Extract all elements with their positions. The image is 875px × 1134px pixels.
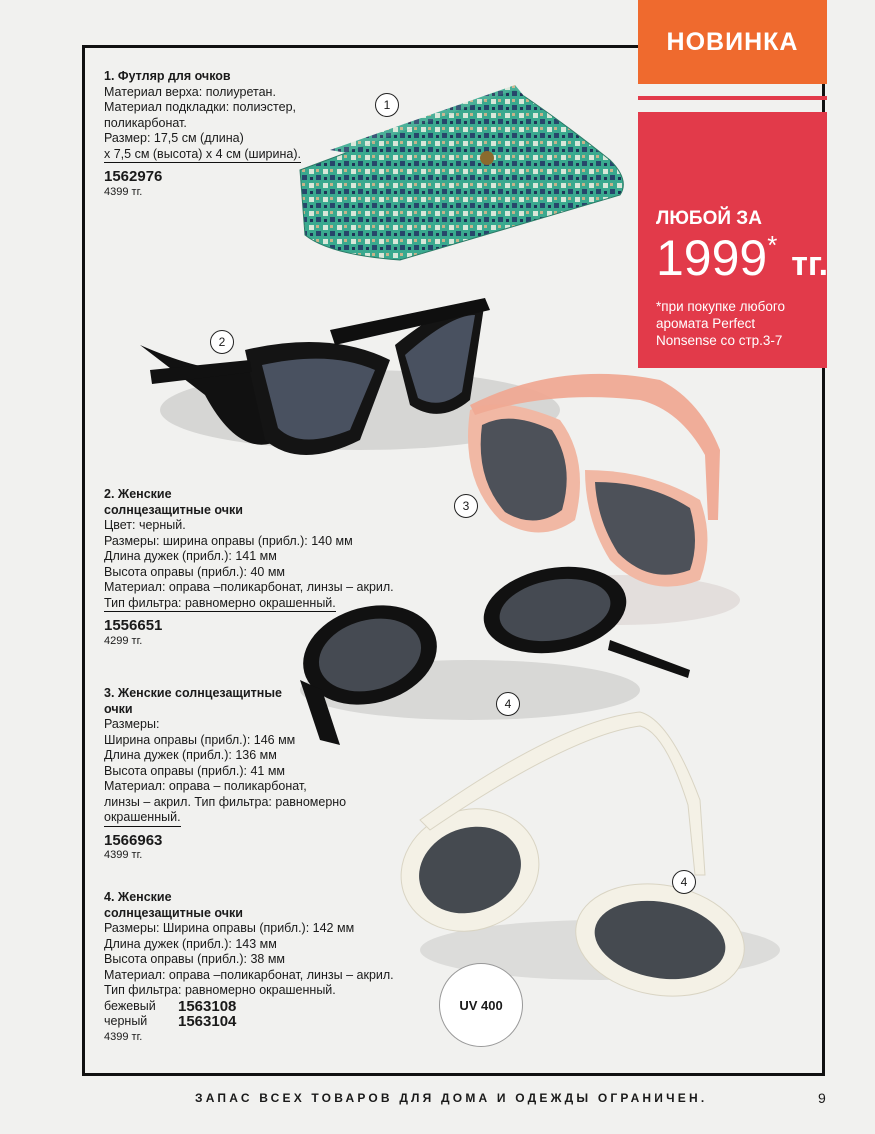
product-3-description: [104, 686, 346, 864]
product-1-description: [104, 69, 301, 200]
product-code: 1566963: [104, 831, 163, 849]
page-number: 9: [818, 1090, 826, 1106]
product-spec-line: Тип фильтра: равномерно окрашенный.: [104, 983, 336, 997]
product-title: 1. Футляр для очков: [104, 69, 231, 83]
product-variant-row: [104, 1014, 394, 1030]
variant-name: бежевый: [104, 998, 156, 1013]
product-spec-line: линзы – акрил. Тип фильтра: равномерно: [104, 794, 347, 809]
product-spec-line: окрашенный.: [104, 810, 181, 827]
white-oval-sunglasses-image: [384, 712, 780, 1009]
product-spec-line: Размеры: Ширина оправы (прибл.): 142 мм: [104, 921, 355, 935]
new-badge-label: НОВИНКА: [666, 27, 799, 56]
product-title: 3. Женские солнцезащитные: [104, 686, 282, 700]
glasses-case-image: [300, 85, 623, 260]
marker-1: 1: [375, 93, 399, 117]
marker-2: 2: [210, 330, 234, 354]
marker-4: 4: [496, 692, 520, 716]
product-spec-line: Материал подкладки: полиэстер,: [104, 100, 297, 114]
product-spec-line: Цвет: черный.: [104, 518, 186, 532]
footer-notice: ЗАПАС ВСЕХ ТОВАРОВ ДЛЯ ДОМА И ОДЕЖДЫ ОГРАНИЧЕН.: [195, 1091, 708, 1105]
variant-code: 1563104: [178, 1013, 237, 1030]
product-variant-row: [104, 999, 394, 1015]
variant-code: 1563108: [178, 997, 237, 1015]
uv400-label: UV 400: [459, 997, 503, 1013]
product-spec-line: Ширина оправы (прибл.): 146 мм: [104, 732, 296, 747]
product-title: солнцезащитные очки: [104, 502, 243, 517]
marker-4-white: 4: [672, 870, 696, 894]
promo-label: ЛЮБОЙ ЗА: [656, 208, 762, 229]
promo-divider: [638, 96, 827, 100]
product-spec-line: х 7,5 см (высота) х 4 см (ширина).: [104, 147, 301, 164]
marker-3: 3: [454, 494, 478, 518]
product-code: 1562976: [104, 168, 163, 185]
product-price: 4399 тг.: [104, 1030, 143, 1043]
product-spec-line: Размеры: ширина оправы (прибл.): 140 мм: [104, 533, 353, 548]
product-spec-line: Тип фильтра: равномерно окрашенный.: [104, 596, 336, 613]
promo-asterisk: *: [767, 230, 778, 260]
product-spec-line: Материал верха: полиуретан.: [104, 84, 276, 99]
product-price: 4299 тг.: [104, 634, 143, 647]
product-spec-line: Длина дужек (прибл.): 141 мм: [104, 549, 277, 563]
product-spec-line: поликарбонат.: [104, 115, 187, 130]
promo-currency: тг.: [791, 245, 829, 283]
product-spec-line: Длина дужек (прибл.): 143 мм: [104, 936, 277, 951]
product-spec-line: Высота оправы (прибл.): 41 мм: [104, 763, 286, 778]
product-spec-line: Длина дужек (прибл.): 136 мм: [104, 748, 277, 762]
product-price: 4399 тг.: [104, 849, 143, 861]
promo-note: *при покупке любого аромата Perfect Nonsense со стр.3-7: [656, 299, 785, 348]
product-spec-line: Материал: оправа –поликарбонат, линзы – акрил.: [104, 967, 394, 982]
promo-price: [656, 230, 829, 290]
product-title: 2. Женские: [104, 487, 172, 501]
promo-price-value: 1999: [656, 230, 768, 286]
variant-name: черный: [104, 1014, 148, 1028]
new-badge: [638, 0, 827, 84]
promo-box: [638, 112, 827, 368]
product-price: 4399 тг.: [104, 185, 143, 198]
product-title: 4. Женские: [104, 890, 172, 904]
product-spec-line: Материал: оправа – поликарбонат,: [104, 779, 307, 793]
product-4-description: [104, 890, 394, 1045]
product-title: очки: [104, 701, 133, 716]
product-2-description: [104, 487, 394, 649]
product-spec-line: Материал: оправа –поликарбонат, линзы – акрил.: [104, 580, 394, 594]
product-spec-line: Размер: 17,5 см (длина): [104, 131, 244, 145]
product-code: 1556651: [104, 617, 163, 634]
product-spec-line: Высота оправы (прибл.): 38 мм: [104, 952, 286, 966]
uv400-badge: [439, 963, 523, 1047]
product-spec-line: Размеры:: [104, 717, 160, 731]
product-title: солнцезащитные очки: [104, 905, 243, 920]
product-spec-line: Высота оправы (прибл.): 40 мм: [104, 564, 286, 579]
